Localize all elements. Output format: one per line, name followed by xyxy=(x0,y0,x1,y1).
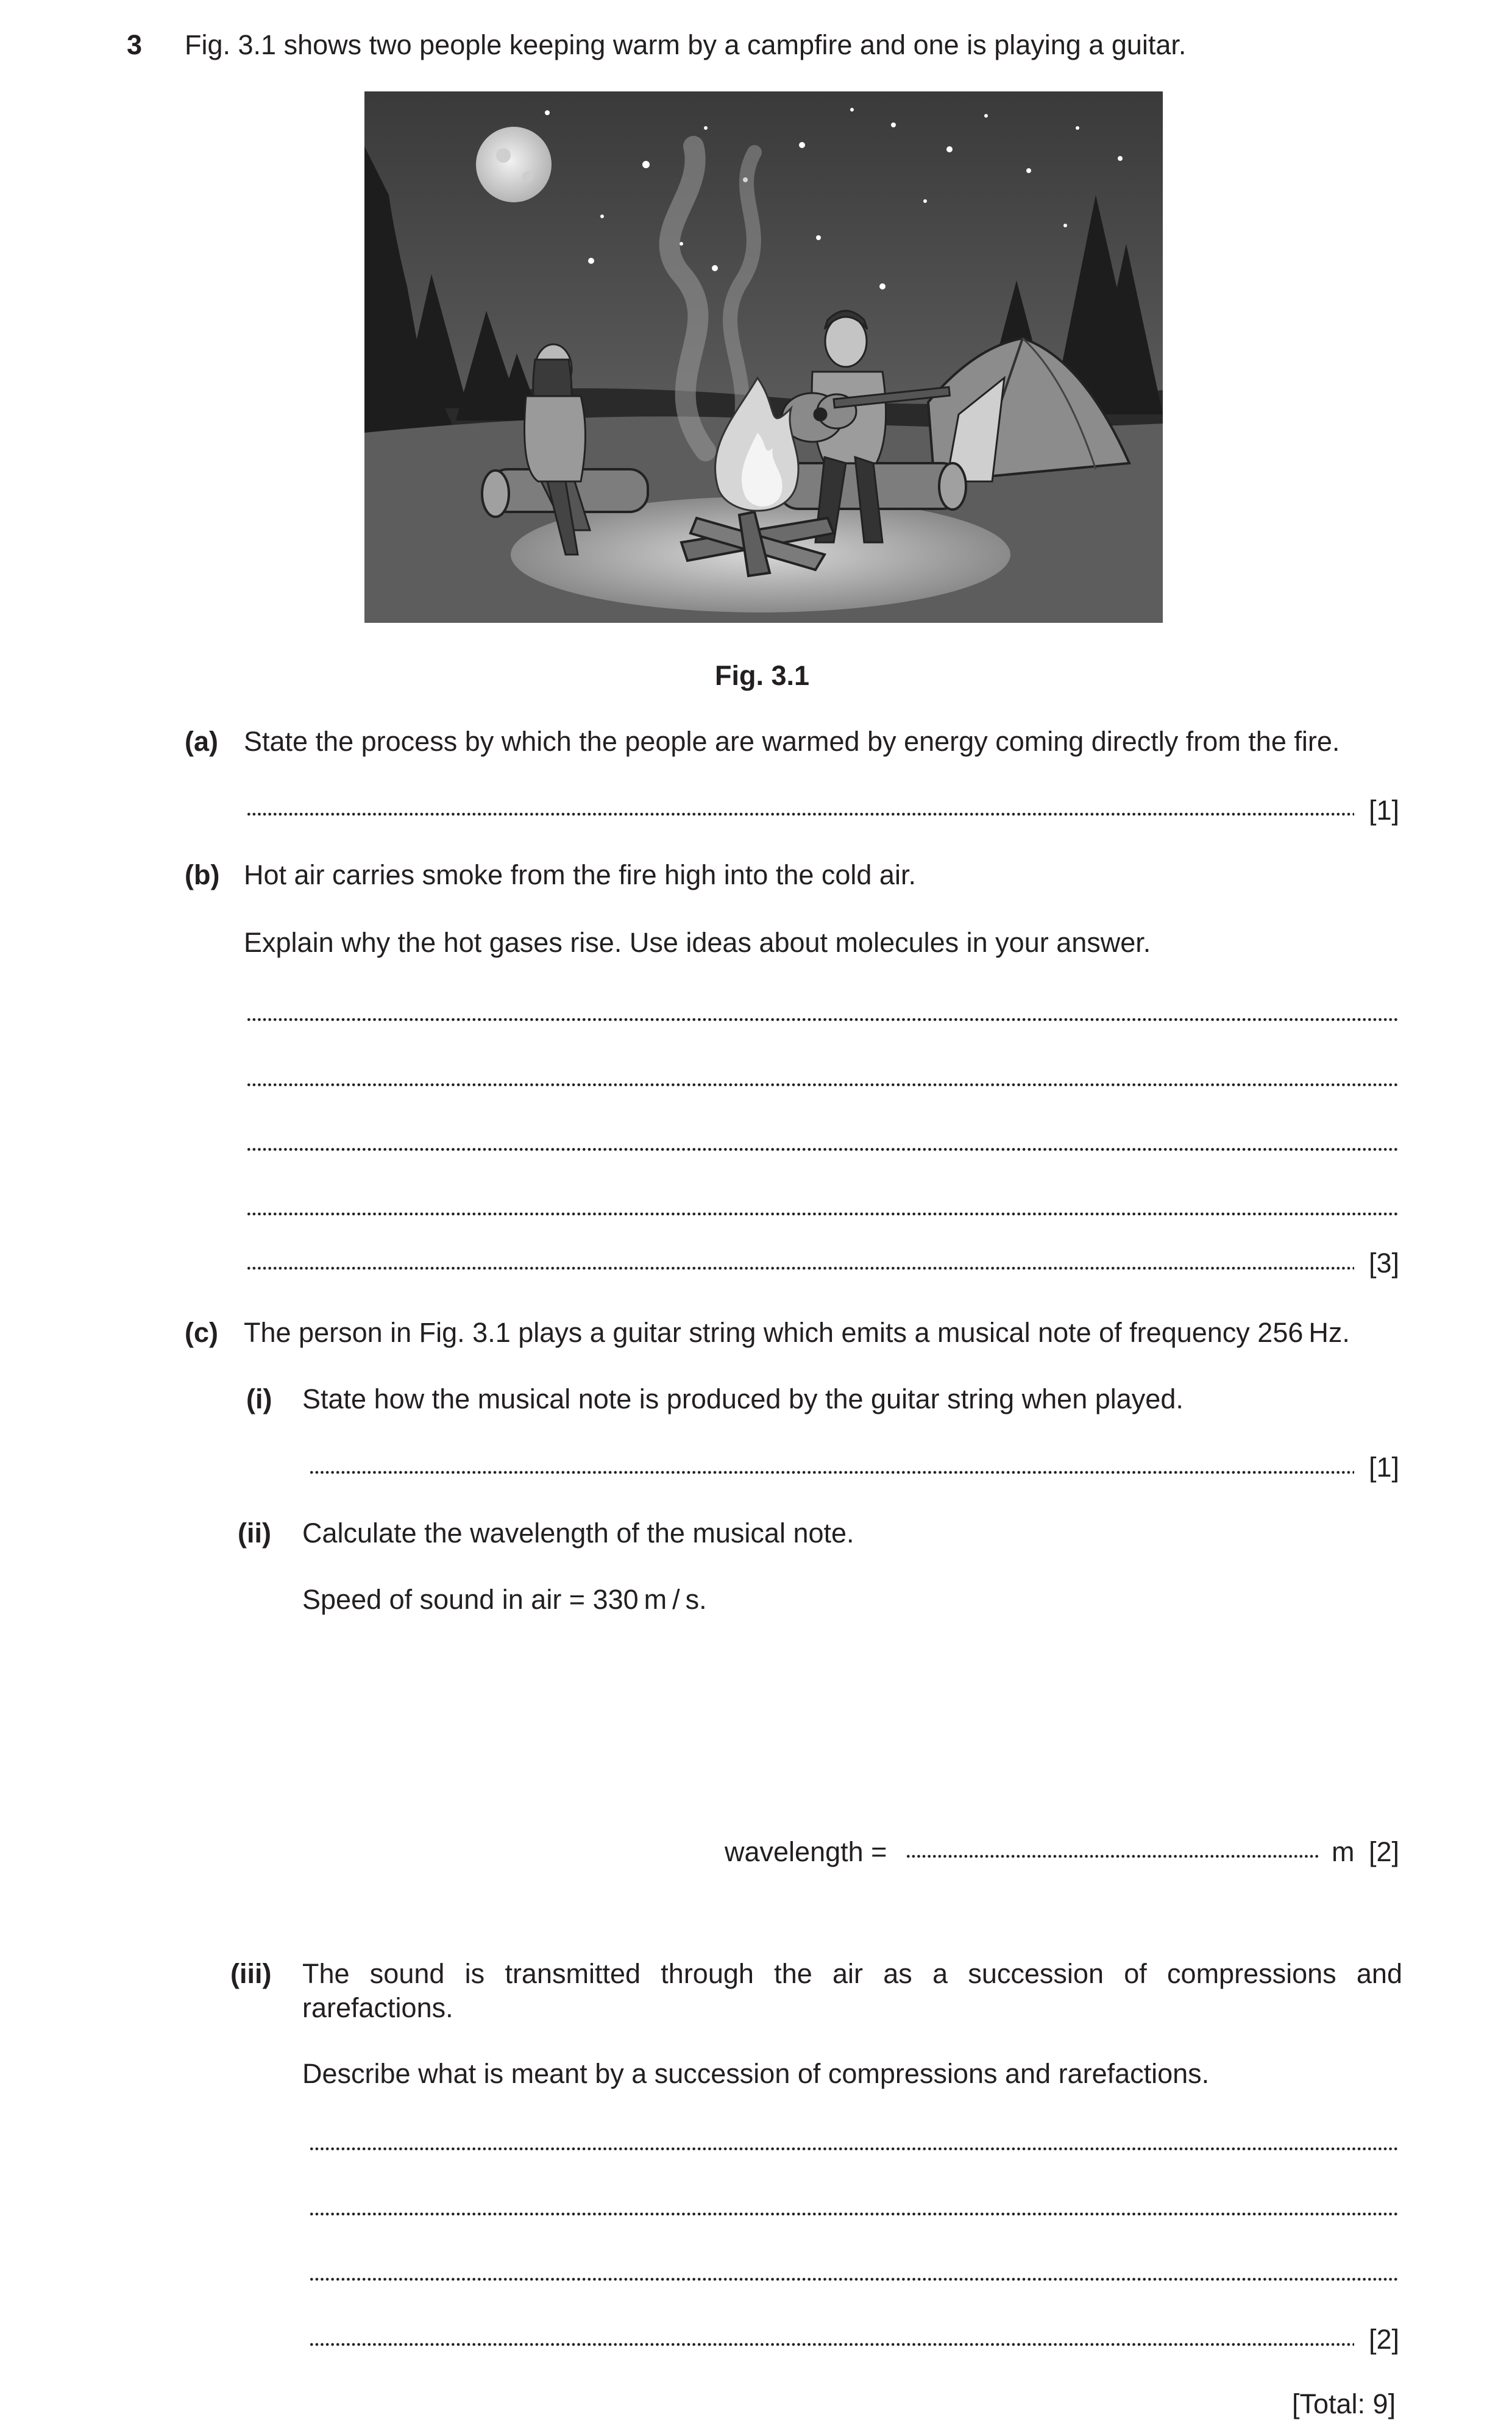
part-c-label: (c) xyxy=(185,1317,218,1348)
part-c-iii-text: The sound is transmitted through the air as a succession of compressions and rarefactions. xyxy=(302,1958,1402,2023)
answer-line-c-iii-3[interactable] xyxy=(309,2276,1399,2283)
part-b-text2: Explain why the hot gases rise. Use ideas about molecules in your answer. xyxy=(244,927,1151,958)
part-b-label: (b) xyxy=(185,859,220,890)
answer-line-b5[interactable] xyxy=(246,1265,1354,1272)
part-b-marks: [3] xyxy=(1369,1247,1400,1279)
part-c-i-text: State how the musical note is produced by the guitar string when played. xyxy=(302,1383,1184,1414)
question-number: 3 xyxy=(127,29,143,60)
wavelength-answer-line[interactable] xyxy=(906,1853,1320,1860)
part-a-marks: [1] xyxy=(1369,795,1400,826)
answer-line-b3[interactable] xyxy=(246,1146,1399,1153)
part-c-iii-marks: [2] xyxy=(1369,2324,1400,2355)
part-c-ii-marks: [2] xyxy=(1369,1836,1400,1867)
part-c-iii-text2: Describe what is meant by a succession of compressions and rarefactions. xyxy=(302,2058,1210,2089)
answer-line-b4[interactable] xyxy=(246,1210,1399,1218)
figure-caption: Fig. 3.1 xyxy=(715,660,810,691)
total-marks: [Total: 9] xyxy=(1292,2388,1396,2419)
answer-line-c-iii-2[interactable] xyxy=(309,2210,1399,2218)
campfire-illustration xyxy=(364,91,1163,623)
part-a-label: (a) xyxy=(185,726,218,757)
answer-line-c-iii-4[interactable] xyxy=(309,2341,1354,2348)
part-c-ii-text: Calculate the wavelength of the musical note. xyxy=(302,1517,854,1549)
answer-line-b2[interactable] xyxy=(246,1081,1399,1088)
part-b-text1: Hot air carries smoke from the fire high into the cold air. xyxy=(244,859,916,890)
part-c-i-label: (i) xyxy=(246,1383,272,1414)
part-c-ii-label: (ii) xyxy=(238,1517,271,1549)
answer-line-c-i[interactable] xyxy=(309,1469,1354,1476)
wavelength-unit: m xyxy=(1332,1836,1355,1867)
part-c-text: The person in Fig. 3.1 plays a guitar string which emits a musical note of frequency 256 Hz. xyxy=(244,1317,1350,1348)
part-a-text: State the process by which the people are warmed by energy coming directly from the fire. xyxy=(244,726,1340,757)
question-intro: Fig. 3.1 shows two people keeping warm by a campfire and one is playing a guitar. xyxy=(185,29,1187,60)
answer-line-b1[interactable] xyxy=(246,1016,1399,1023)
answer-line-c-iii-1[interactable] xyxy=(309,2145,1399,2152)
moon-icon xyxy=(476,127,552,202)
part-c-ii-given: Speed of sound in air = 330 m / s. xyxy=(302,1584,707,1615)
wavelength-label: wavelength = xyxy=(725,1836,887,1867)
part-c-i-marks: [1] xyxy=(1369,1452,1400,1483)
answer-line-a[interactable] xyxy=(246,811,1354,818)
part-c-iii-label: (iii) xyxy=(230,1958,272,1989)
